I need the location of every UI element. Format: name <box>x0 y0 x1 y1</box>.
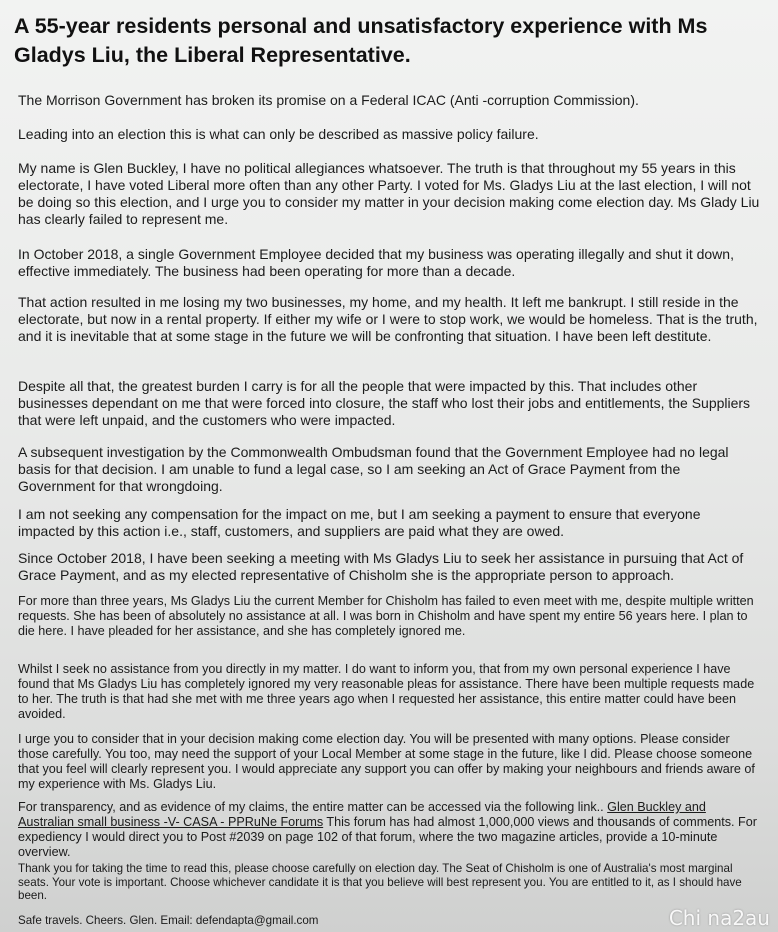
paragraph-inform-you: Whilst I seek no assistance from you directly in my matter. I do want to inform you, that from my own personal experience I have found that Ms Gladys Liu has completely ignored my very reasonable pleas for assistance. There have been multiple requests made to her. The truth is that had she met with me three years ago when I requested her assistance, this entire matter could have been avoided. <box>18 662 755 721</box>
paragraph-meeting-request: Since October 2018, I have been seeking a meeting with Ms Gladys Liu to seek her assistance in pursuing that Act of Grace Payment, and as my elected representative of Chisholm she is the appropriate person to approach. <box>18 550 744 583</box>
watermark-text: Chi na2au <box>668 906 770 930</box>
paragraph-introduction: My name is Glen Buckley, I have no political allegiances whatsoever. The truth is that throughout my 55 years in this electorate, I have voted Liberal more often than any other Party. I voted for Ms. Gladys Liu at the last election, I will not be doing so this election, and I urge you to consider my matter in your decision making come election day. Ms Glady Liu has clearly failed to represent me. <box>18 160 760 227</box>
paragraph-thanks: Thank you for taking the time to read this, please choose carefully on election day. The Seat of Chisholm is one of Australia's most marginal seats. Your vote is important. Choose whichever candidate it is that you believe will best represent you. You are entitled to it, as I should have been. <box>18 862 742 902</box>
forum-link[interactable]: Glen Buckley and Australian small business -V- CASA - PPRuNe Forums <box>18 800 706 829</box>
paragraph-consequences: That action resulted in me losing my two businesses, my home, and my health. It left me bankrupt. I still reside in the electorate, but now in a rental property. If either my wife or I were to stop work, we would be homeless. That is the truth, and it is inevitable that at some stage in the future we will be confronting that situation. I have been left destitute. <box>18 294 758 344</box>
paragraph-three-years: For more than three years, Ms Gladys Liu the current Member for Chisholm has failed to even meet with me, despite multiple written requests. She has been of absolutely no assistance at all. I was born in Chisholm and have spent my entire 56 years here. I plan to die here. I have pleaded for her assistance, and she has completely ignored me. <box>18 594 754 638</box>
paragraph-no-compensation: I am not seeking any compensation for the impact on me, but I am seeking a payment to ensure that everyone impacted by this action i.e., staff, customers, and suppliers are paid what they are owed. <box>18 506 701 539</box>
paragraph-transparency <box>18 800 760 860</box>
paragraph-policy-failure: Leading into an election this is what can only be described as massive policy failure. <box>18 126 539 142</box>
transparency-text-after: This forum has had almost 1,000,000 views and thousands of comments. For expediency I would direct you to Post #2039 on page 102 of that forum, where the two magazine articles, provide a 10-minute overview. <box>18 815 757 859</box>
paragraph-ombudsman: A subsequent investigation by the Commonwealth Ombudsman found that the Government Employee had no legal basis for that decision. I am unable to fund a legal case, so I am seeking an Act of Grace Payment from the Government for that wrongdoing. <box>18 444 729 494</box>
transparency-text-before: For transparency, and as evidence of my claims, the entire matter can be accessed via the following link.. <box>18 800 608 814</box>
paragraph-urge-you: I urge you to consider that in your decision making come election day. You will be presented with many options. Please consider those carefully. You too, may need the support of your Local Member at some stage in the future, like I did. Please choose someone that you feel will clearly represent you. I would appreciate any support you can offer by making your neighbours and friends aware of my experience with Ms. Gladys Liu. <box>18 732 755 791</box>
signoff: Safe travels. Cheers. Glen. Email: defendapta@gmail.com <box>18 914 319 927</box>
paragraph-october-2018: In October 2018, a single Government Employee decided that my business was operating illegally and shut it down, effective immediately. The business had been operating for more than a decade. <box>18 246 734 279</box>
paragraph-burden: Despite all that, the greatest burden I carry is for all the people that were impacted by this. That includes other businesses dependant on me that were forced into closure, the staff who lost their jobs and entitlements, the Suppliers that were left unpaid, and the customers who were impacted. <box>18 378 751 428</box>
paragraph-icac: The Morrison Government has broken its promise on a Federal ICAC (Anti -corruption Commission). <box>18 92 639 108</box>
page-title: A 55-year residents personal and unsatisfactory experience with Ms Gladys Liu, the Liberal Representative. <box>14 14 708 67</box>
